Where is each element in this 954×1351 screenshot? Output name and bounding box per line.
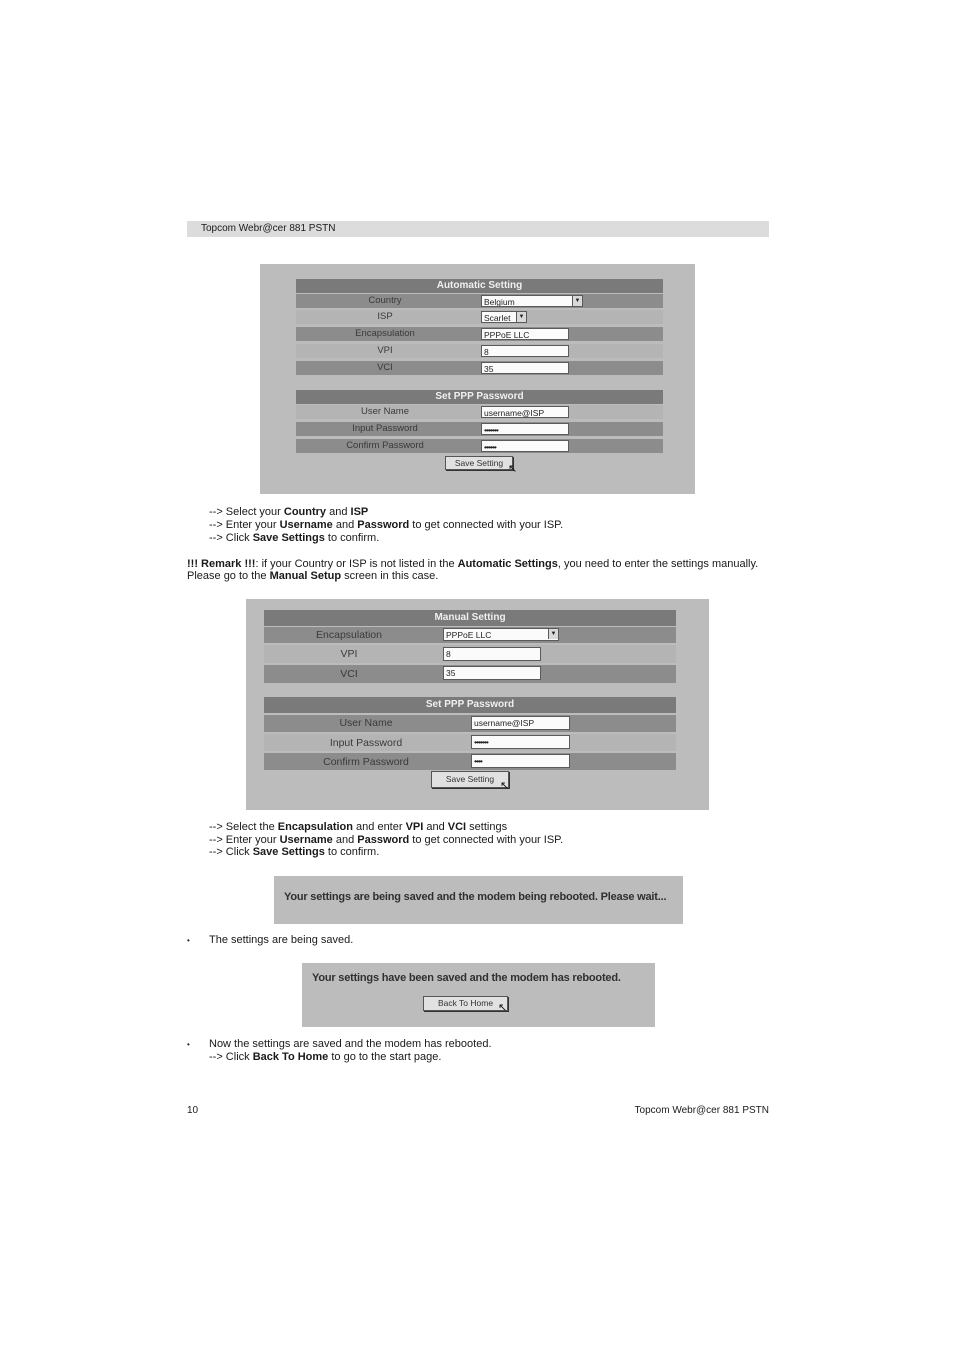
mouse-cursor-icon: ↖ <box>508 463 518 475</box>
confirm-password-label: Confirm Password <box>323 756 409 768</box>
step-line: --> Click Save Settings to confirm. <box>209 532 380 544</box>
step-line: --> Select the Encapsulation and enter VPI and VCI settings <box>209 821 508 833</box>
mouse-cursor-icon: ↖ <box>498 1002 508 1014</box>
vci-label: VCI <box>377 362 393 373</box>
chevron-down-icon[interactable]: ▼ <box>572 296 582 306</box>
isp-label: ISP <box>377 311 393 322</box>
ppp-password-title: Set PPP Password <box>296 390 663 404</box>
encapsulation-label: Encapsulation <box>316 629 382 641</box>
ppp-password-title: Set PPP Password <box>264 697 676 713</box>
encapsulation-field[interactable]: PPPoE LLC <box>481 328 569 340</box>
country-select[interactable]: Belgium ▼ <box>481 295 583 307</box>
input-password-field[interactable]: ••••••• <box>481 423 569 435</box>
footer-title: Topcom Webr@cer 881 PSTN <box>634 1105 769 1116</box>
mouse-cursor-icon: ↖ <box>500 780 510 792</box>
saved-screenshot <box>302 963 655 1027</box>
vci-field[interactable]: 35 <box>443 666 541 680</box>
username-label: User Name <box>360 406 410 417</box>
username-field[interactable]: username@ISP <box>481 406 569 418</box>
confirm-password-field[interactable]: •••• <box>471 754 570 768</box>
chevron-down-icon[interactable]: ▼ <box>548 629 558 639</box>
step-line: --> Enter your Username and Password to get connected with your ISP. <box>209 834 564 846</box>
remark-line: !!! Remark !!!: if your Country or ISP is not listed in the Automatic Settings, you need to enter the settings manually. <box>187 558 759 570</box>
step-line: --> Click Back To Home to go to the start page. <box>209 1051 442 1063</box>
username-label: User Name <box>339 717 393 729</box>
page-number: 10 <box>187 1105 199 1116</box>
page-header <box>187 221 769 237</box>
confirm-password-label: Confirm Password <box>346 440 424 451</box>
remark-line: Please go to the Manual Setup screen in this case. <box>187 570 439 582</box>
bullet-mark: • <box>187 936 190 945</box>
manual-setting-screenshot <box>246 599 709 810</box>
encapsulation-select[interactable]: PPPoE LLC ▼ <box>443 628 559 641</box>
saving-message: Your settings are being saved and the modem being rebooted. Please wait... <box>284 891 667 903</box>
confirm-password-field[interactable]: •••••• <box>481 440 569 452</box>
automatic-setting-title: Automatic Setting <box>296 279 663 293</box>
vpi-field[interactable]: 8 <box>481 345 569 357</box>
country-label: Country <box>368 295 402 306</box>
saved-message: Your settings have been saved and the modem has rebooted. <box>312 972 621 984</box>
input-password-label: Input Password <box>352 423 418 434</box>
vpi-label: VPI <box>377 345 393 356</box>
encapsulation-label: Encapsulation <box>355 328 415 339</box>
step-line: --> Enter your Username and Password to get connected with your ISP. <box>209 519 564 531</box>
vci-label: VCI <box>340 668 358 680</box>
save-setting-button[interactable]: Save Setting <box>445 456 513 470</box>
input-password-field[interactable]: ••••••• <box>471 735 570 749</box>
manual-setting-title: Manual Setting <box>264 610 676 626</box>
vpi-label: VPI <box>340 648 358 660</box>
saving-screenshot <box>274 876 683 924</box>
username-field[interactable]: username@ISP <box>471 716 570 730</box>
back-to-home-button[interactable]: Back To Home <box>423 996 508 1011</box>
save-setting-button[interactable]: Save Setting <box>431 771 509 788</box>
bullet-text: The settings are being saved. <box>209 934 354 946</box>
automatic-setting-screenshot <box>260 264 695 494</box>
bullet-mark: • <box>187 1040 190 1049</box>
step-line: --> Click Save Settings to confirm. <box>209 846 380 858</box>
vci-field[interactable]: 35 <box>481 362 569 374</box>
input-password-label: Input Password <box>329 737 403 749</box>
vpi-field[interactable]: 8 <box>443 647 541 661</box>
header-title: Topcom Webr@cer 881 PSTN <box>201 223 336 234</box>
chevron-down-icon[interactable]: ▼ <box>516 312 526 322</box>
bullet-text: Now the settings are saved and the modem has rebooted. <box>209 1038 492 1050</box>
isp-select[interactable]: Scarlet ▼ <box>481 311 527 323</box>
step-line: --> Select your Country and ISP <box>209 506 369 518</box>
